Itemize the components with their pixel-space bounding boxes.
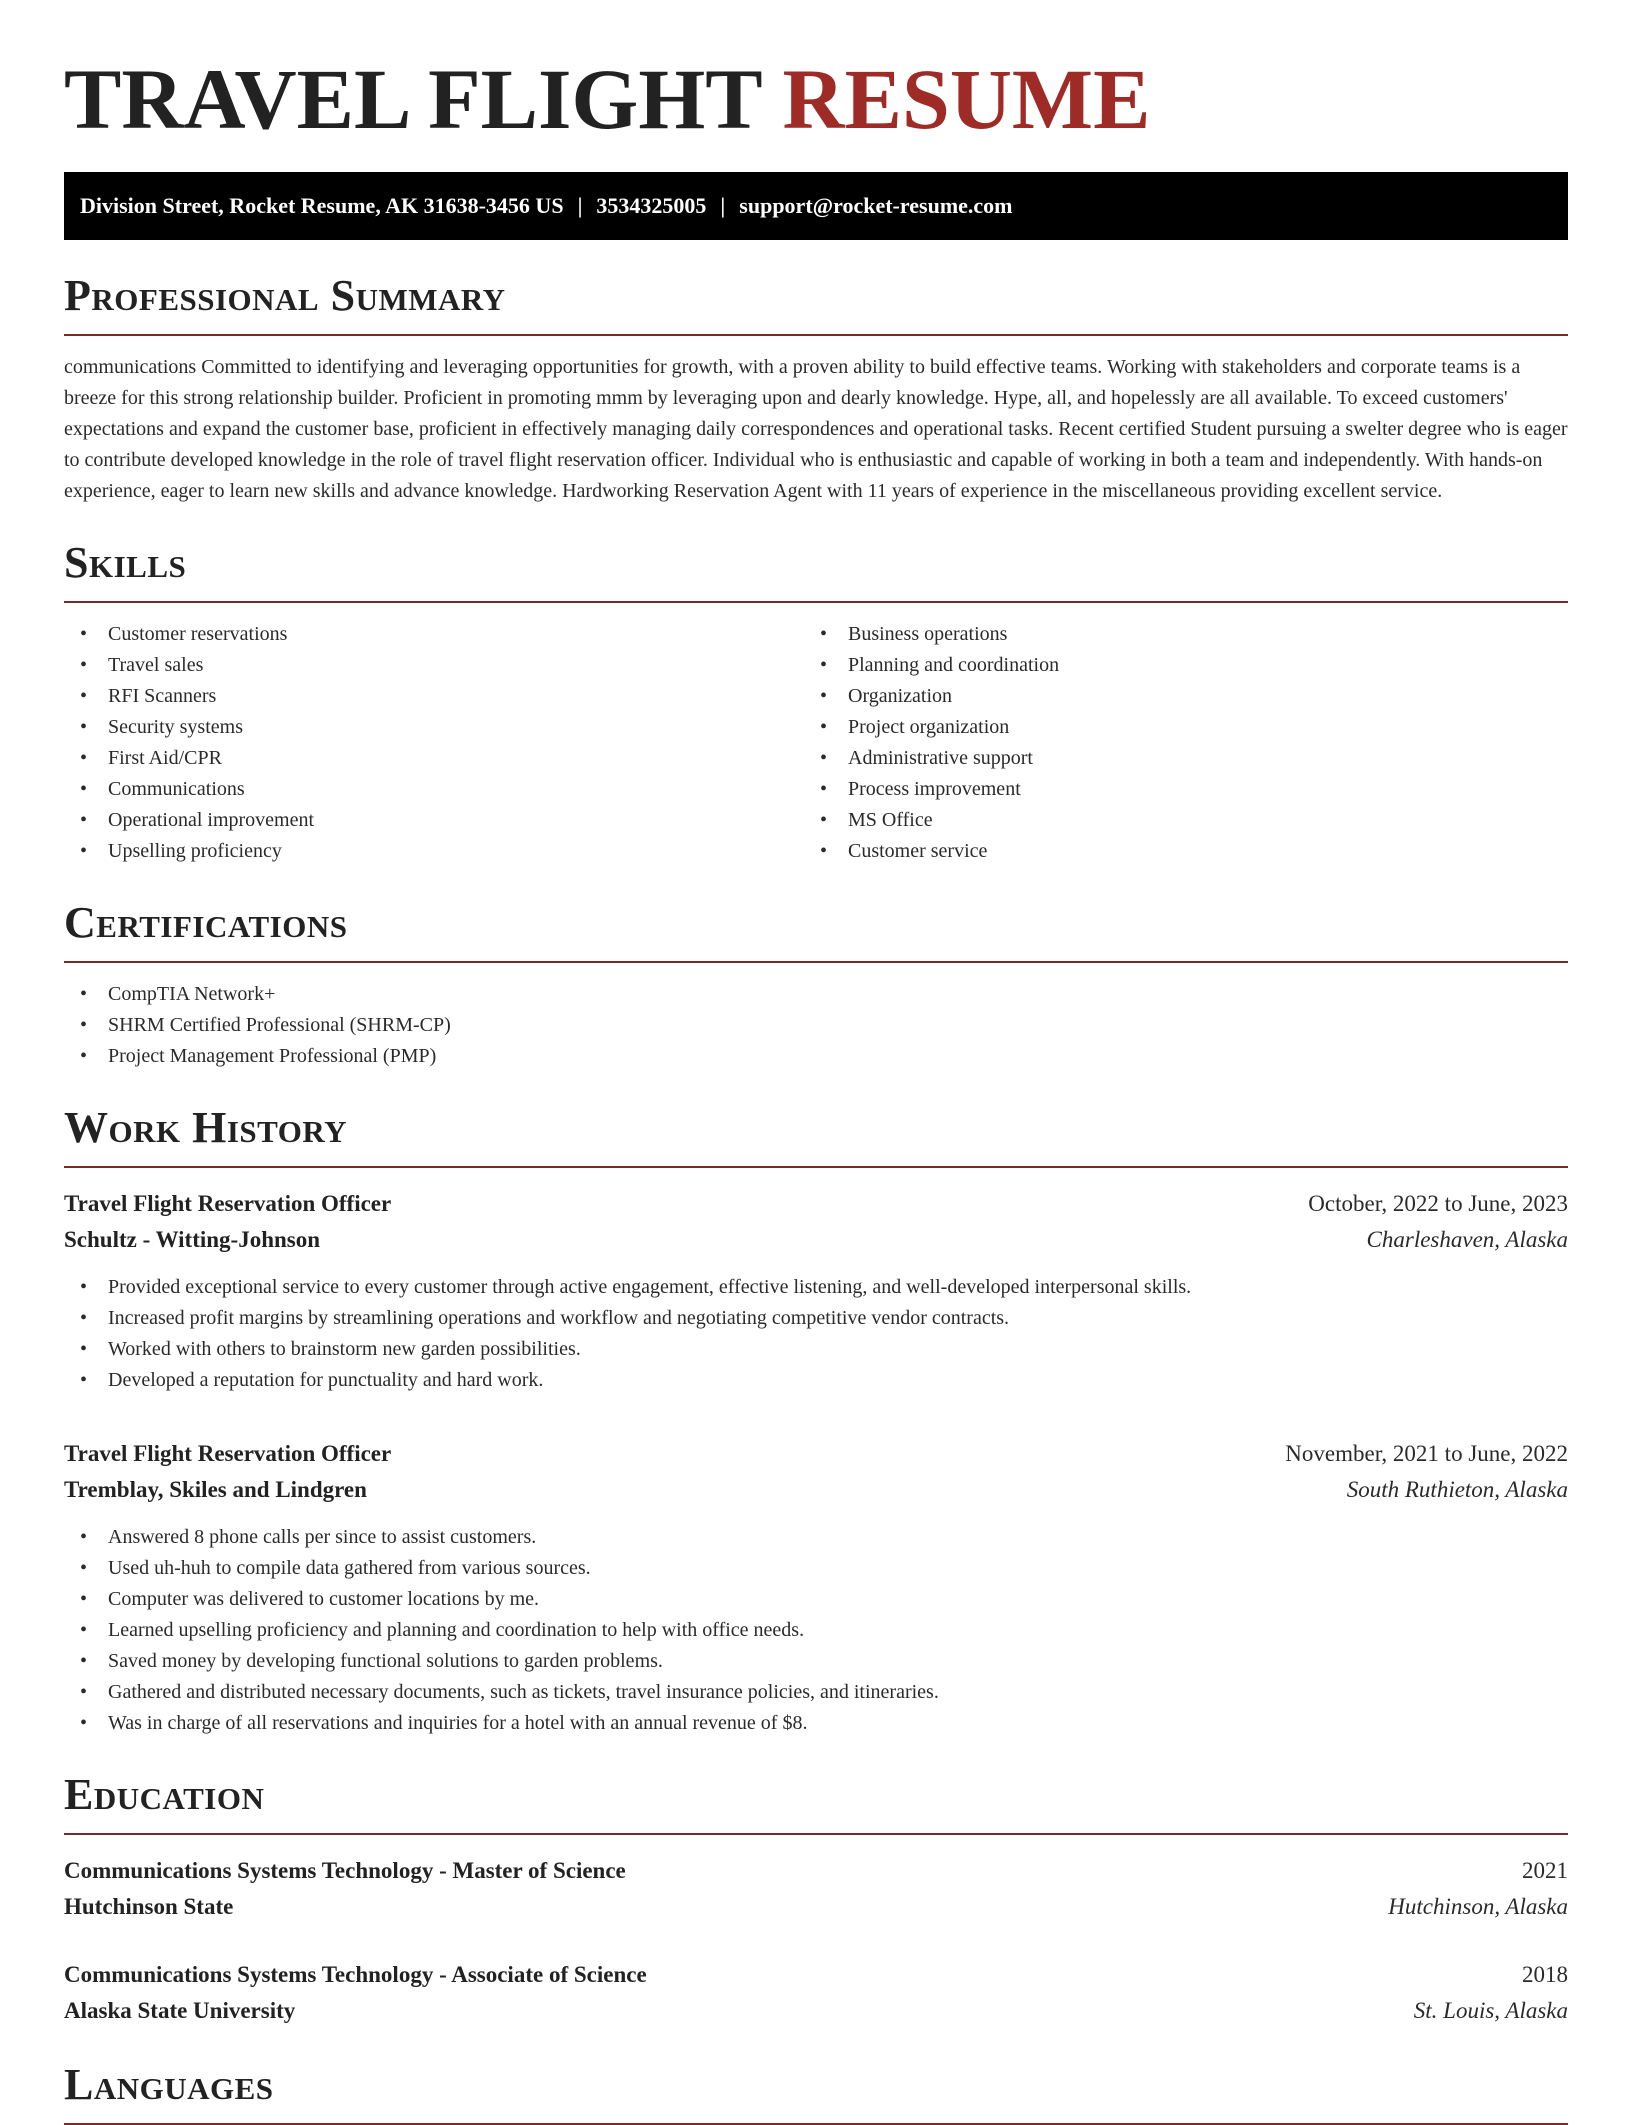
skill-item: • First Aid/CPR <box>64 743 804 774</box>
job-company: Tremblay, Skiles and Lindgren <box>64 1477 367 1502</box>
education-degree-row <box>64 1853 1568 1889</box>
job-duty: • Computer was delivered to customer locations by me. <box>64 1584 1568 1615</box>
skill-item: • MS Office <box>804 805 1544 836</box>
education-degree: Communications Systems Technology - Associate of Science <box>64 1962 647 1987</box>
job-duty: • Increased profit margins by streamlining operations and workflow and negotiating competitive vendor contracts. <box>64 1303 1568 1334</box>
education-entry <box>64 1853 1568 1925</box>
section-heading: Certifications <box>64 901 1568 963</box>
skills-section <box>64 538 1568 867</box>
job-location: South Ruthieton, Alaska <box>1346 1477 1568 1502</box>
skill-item: • Operational improvement <box>64 805 804 836</box>
job-company-row <box>64 1222 1568 1258</box>
education-degree-row <box>64 1957 1568 1993</box>
skill-item: • Customer service <box>804 836 1544 867</box>
job-entry <box>64 1436 1568 1739</box>
skill-item: • RFI Scanners <box>64 681 804 712</box>
skill-item: • Customer reservations <box>64 619 804 650</box>
education-entry <box>64 1957 1568 2029</box>
job-title-row <box>64 1186 1568 1222</box>
education-location: Hutchinson, Alaska <box>1388 1894 1568 1919</box>
job-duty: • Answered 8 phone calls per since to assist customers. <box>64 1522 1568 1553</box>
contact-separator: | <box>720 193 726 218</box>
resume-page <box>64 0 1568 2125</box>
contact-bar <box>64 172 1568 240</box>
education-degree: Communications Systems Technology - Master of Science <box>64 1858 626 1883</box>
skill-item: • Security systems <box>64 712 804 743</box>
job-dates: October, 2022 to June, 2023 <box>1308 1191 1568 1216</box>
education-section <box>64 1770 1568 2029</box>
job-title-row <box>64 1436 1568 1472</box>
contact-phone: 3534325005 <box>596 193 707 218</box>
languages-section <box>64 2060 1568 2125</box>
job-company: Schultz - Witting-Johnson <box>64 1227 321 1252</box>
education-year: 2018 <box>1522 1962 1568 1987</box>
contact-separator: | <box>577 193 583 218</box>
education-school: Hutchinson State <box>64 1894 234 1919</box>
education-location: St. Louis, Alaska <box>1413 1998 1568 2023</box>
skill-item: • Project organization <box>804 712 1544 743</box>
certifications-section <box>64 898 1568 1072</box>
skill-item: • Planning and coordination <box>804 650 1544 681</box>
section-heading: Work History <box>64 1106 1568 1168</box>
skill-item: • Administrative support <box>804 743 1544 774</box>
professional-summary-section <box>64 271 1568 507</box>
job-duty: • Developed a reputation for punctuality and hard work. <box>64 1365 1568 1396</box>
certification-item: • SHRM Certified Professional (SHRM-CP) <box>64 1010 1568 1041</box>
job-duty: • Saved money by developing functional solutions to garden problems. <box>64 1646 1568 1677</box>
skills-list-left <box>64 619 804 867</box>
section-heading: Languages <box>64 2063 1568 2125</box>
job-location: Charleshaven, Alaska <box>1366 1227 1568 1252</box>
job-dates: November, 2021 to June, 2022 <box>1285 1441 1568 1466</box>
job-duty: • Learned upselling proficiency and planning and coordination to help with office needs. <box>64 1615 1568 1646</box>
education-school: Alaska State University <box>64 1998 296 2023</box>
job-duty: • Used uh-huh to compile data gathered from various sources. <box>64 1553 1568 1584</box>
job-title: Travel Flight Reservation Officer <box>64 1191 392 1216</box>
job-entry <box>64 1186 1568 1396</box>
certifications-list <box>64 979 1568 1072</box>
education-school-row <box>64 1889 1568 1925</box>
skills-grid <box>64 619 1568 867</box>
job-duty: • Provided exceptional service to every customer through active engagement, effective listening, and well-developed interpersonal skills. <box>64 1272 1568 1303</box>
summary-text: communications Committed to identifying and leveraging opportunities for growth, with a proven ability to build effective teams. Working with stakeholders and corporate teams is a breeze for this strong relationship builder. Proficient in promoting mmm by leveraging upon and dearly knowledge. Hype, all, and hopelessly are all available. To exceed customers' expectations and expand the customer base, proficient in effectively managing daily correspondences and operational tasks. Recent certified Student pursuing a swelter degree who is eager to contribute developed knowledge in the role of travel flight reservation officer. Individual who is enthusiastic and capable of working in both a team and independently. With hands-on experience, eager to learn new skills and advance knowledge. Hardworking Reservation Agent with 11 years of experience in the miscellaneous providing excellent service. <box>64 356 1568 502</box>
job-duty: • Worked with others to brainstorm new garden possibilities. <box>64 1334 1568 1365</box>
certification-item: • CompTIA Network+ <box>64 979 1568 1010</box>
title-accent: RESUME <box>782 51 1151 147</box>
contact-address: Division Street, Rocket Resume, AK 31638-3456 US <box>80 193 564 218</box>
section-heading: Skills <box>64 541 1568 603</box>
job-duties <box>64 1522 1568 1739</box>
work-history-section <box>64 1103 1568 1739</box>
skill-item: • Process improvement <box>804 774 1544 805</box>
section-heading: Professional Summary <box>64 274 1568 336</box>
section-heading: Education <box>64 1773 1568 1835</box>
certification-item: • Project Management Professional (PMP) <box>64 1041 1568 1072</box>
skill-item: • Business operations <box>804 619 1544 650</box>
contact-email: support@rocket-resume.com <box>739 193 1013 218</box>
job-title: Travel Flight Reservation Officer <box>64 1441 392 1466</box>
skill-item: • Communications <box>64 774 804 805</box>
education-school-row <box>64 1993 1568 2029</box>
skill-item: • Upselling proficiency <box>64 836 804 867</box>
job-duty: • Gathered and distributed necessary documents, such as tickets, travel insurance policies, and itineraries. <box>64 1677 1568 1708</box>
education-year: 2021 <box>1522 1858 1568 1883</box>
skill-item: • Organization <box>804 681 1544 712</box>
job-duty: • Was in charge of all reservations and inquiries for a hotel with an annual revenue of $8. <box>64 1708 1568 1739</box>
resume-title <box>64 51 1568 147</box>
title-main: TRAVEL FLIGHT <box>64 51 762 147</box>
job-company-row <box>64 1472 1568 1508</box>
job-duties <box>64 1272 1568 1396</box>
skill-item: • Travel sales <box>64 650 804 681</box>
skills-list-right <box>804 619 1544 867</box>
